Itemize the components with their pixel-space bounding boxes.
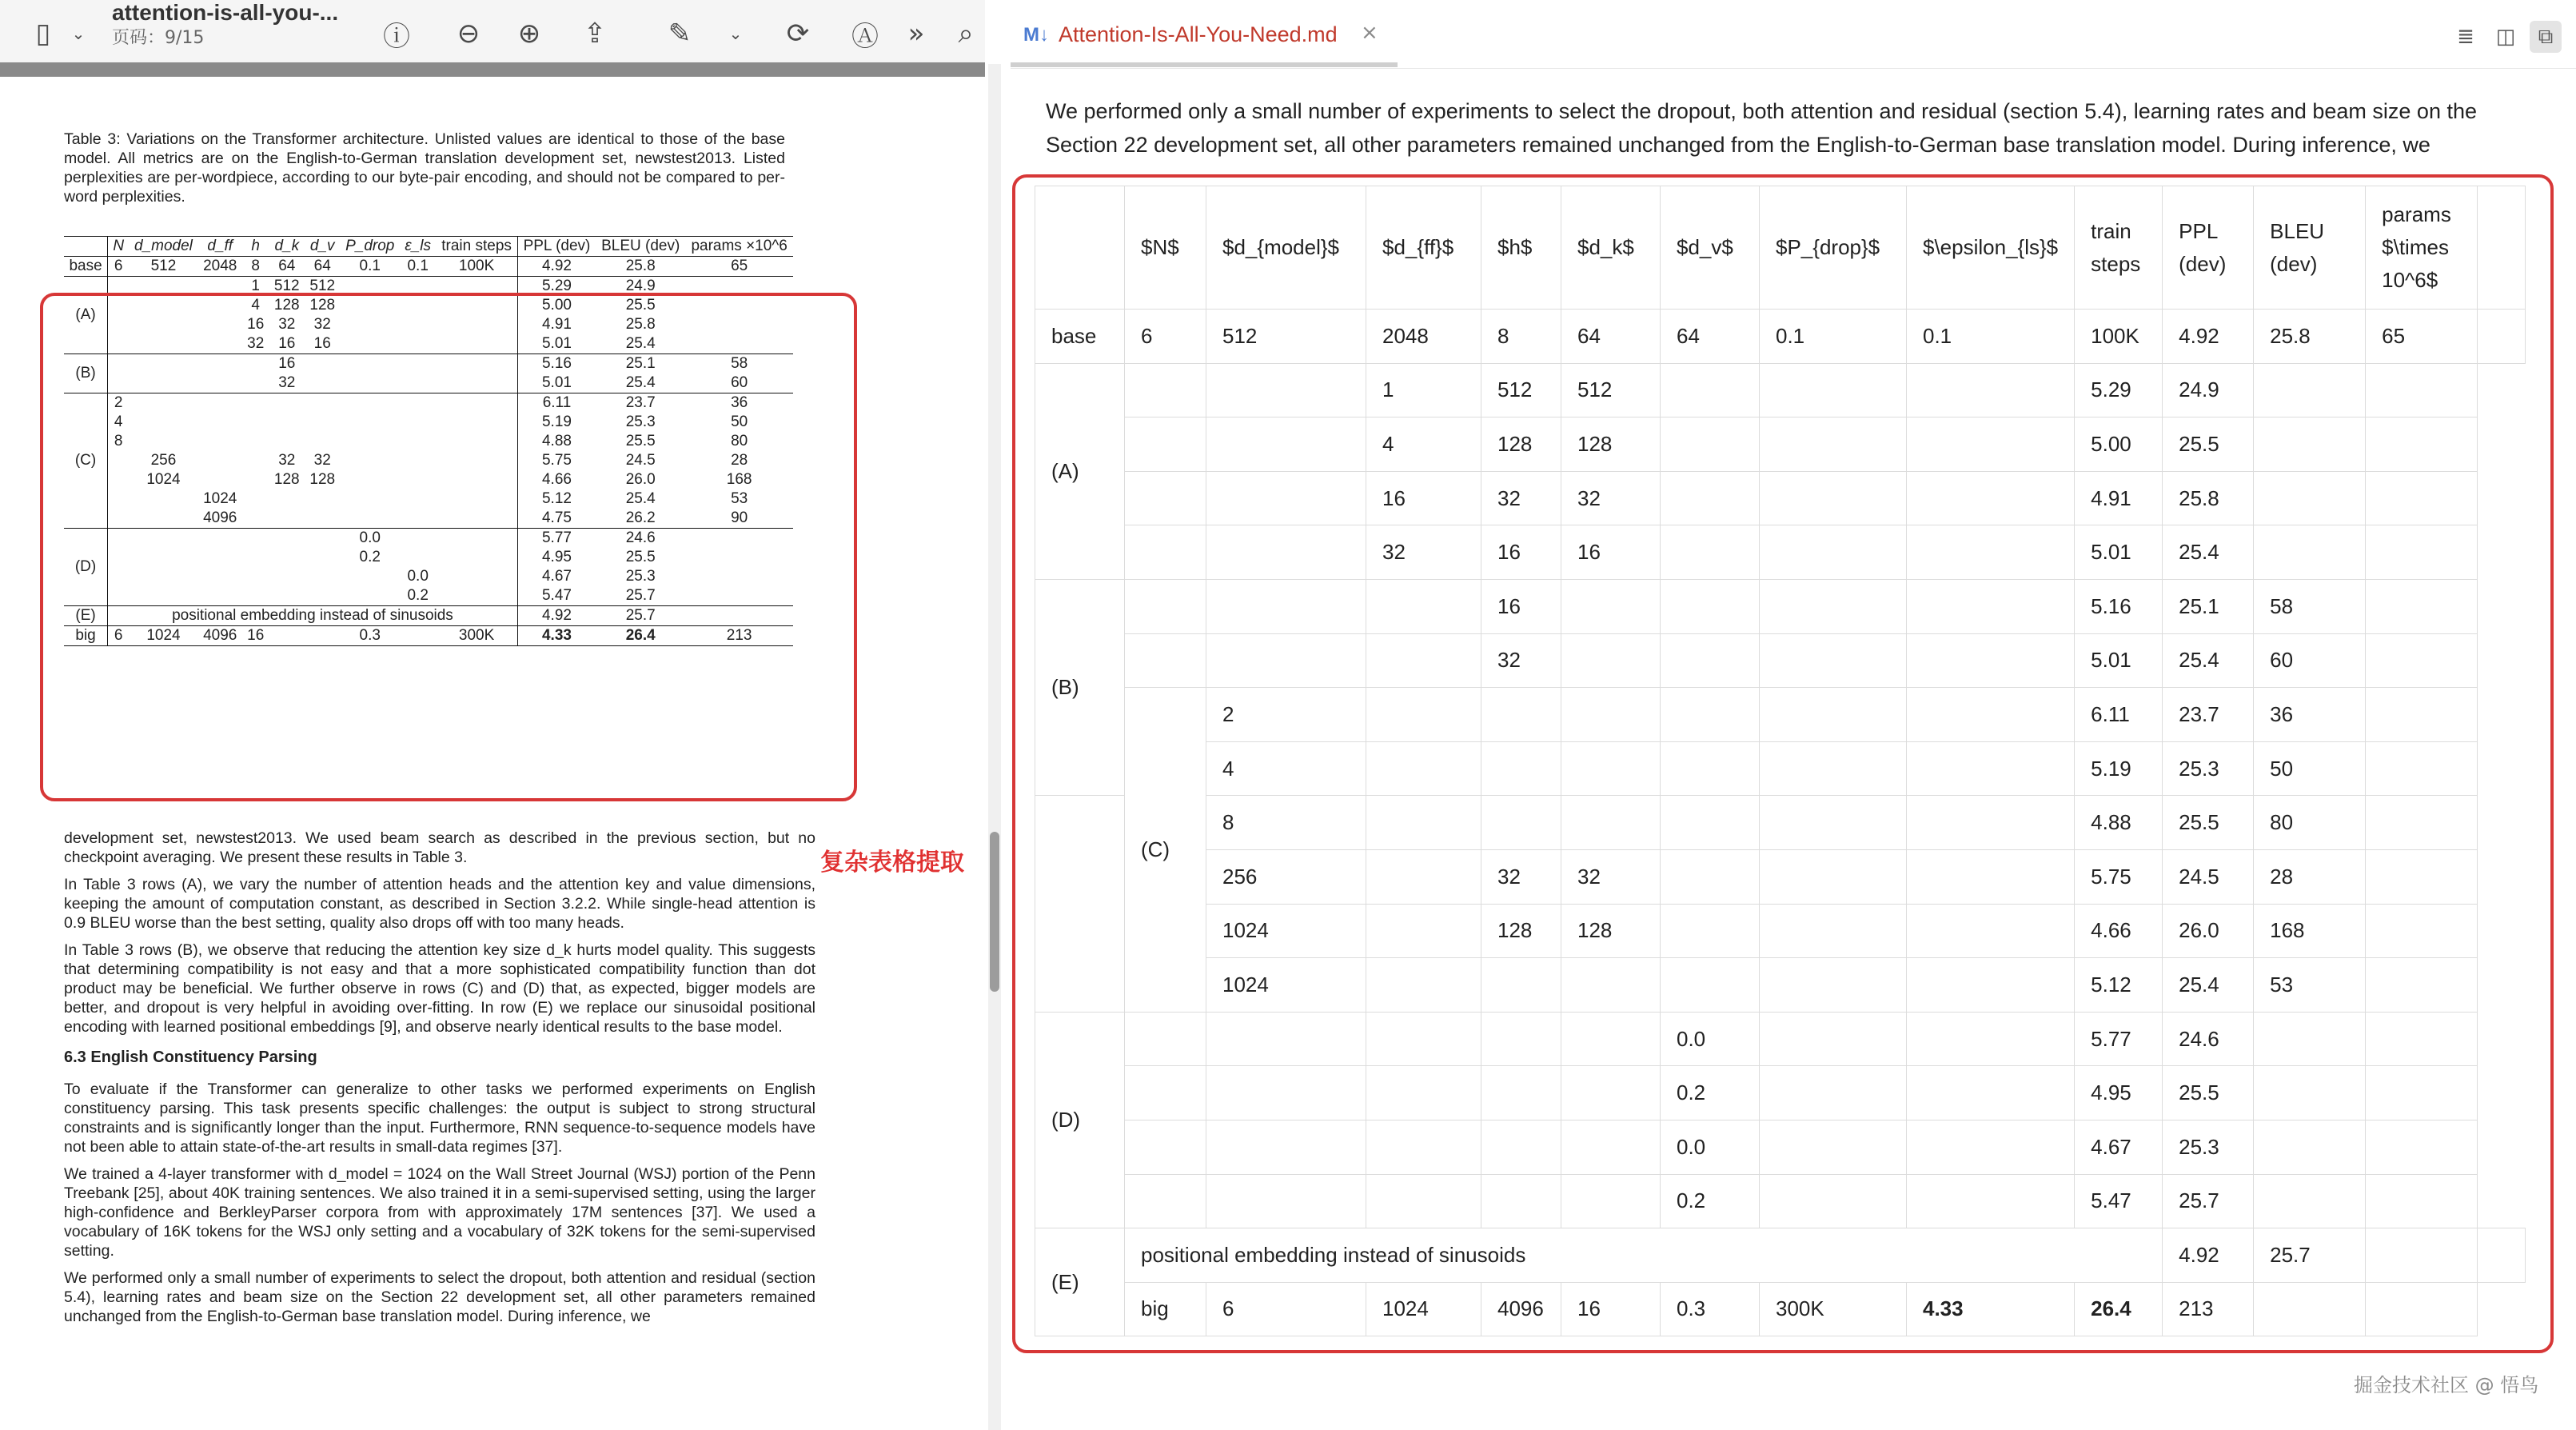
md-table-cell: 32 (1481, 471, 1561, 525)
active-tab-underline (1011, 62, 1398, 67)
pdf-table-cell: 32 (313, 452, 331, 469)
md-table-cell: 16 (1366, 471, 1481, 525)
pdf-table-cell: 4 (251, 297, 260, 314)
document-title: attention-is-all-you-... (112, 0, 339, 25)
pdf-table-cell: 25.8 (625, 316, 656, 333)
pdf-table-cell: 8 (108, 432, 130, 451)
pdf-table-cell: 0.3 (359, 627, 381, 644)
md-table-cell: 36 (2254, 688, 2366, 742)
md-table-cell: 5.01 (2075, 633, 2163, 688)
markup-pen-icon[interactable]: ✎ (668, 18, 692, 50)
pdf-table-cell: 36 (731, 394, 748, 411)
pdf-header-cell: d_ff (207, 238, 233, 254)
pdf-table-cell: (C) (74, 452, 97, 469)
md-table-cell: 25.7 (2163, 1174, 2254, 1228)
pdf-table-cell: 25.5 (625, 433, 656, 449)
split-view-icon[interactable]: ◫ (2495, 25, 2516, 49)
pdf-header-cell: params ×10^6 (691, 238, 788, 254)
pdf-table-cell: 32 (278, 374, 296, 391)
pdf-table-cell: 4096 (203, 509, 237, 526)
rotate-icon[interactable]: ⟳ (786, 18, 810, 50)
pdf-table-cell: 4 (108, 413, 130, 432)
pdf-table-cell: 28 (731, 452, 748, 469)
pdf-table-cell: 50 (731, 413, 748, 430)
pdf-table-cell: 512 (273, 278, 300, 294)
md-table-cell: 4.95 (2075, 1066, 2163, 1120)
search-icon[interactable]: ⌕ (958, 18, 974, 50)
pdf-table-cell: 6 (108, 257, 130, 277)
pdf-table-cell: 32 (247, 335, 265, 352)
md-table-cell: 4.92 (2163, 310, 2254, 364)
pdf-table-cell: base (69, 258, 102, 274)
pdf-table-header (64, 237, 793, 257)
md-table-cell: 128 (1481, 904, 1561, 958)
chevron-down-icon[interactable]: ⌄ (71, 24, 86, 43)
pdf-table-cell: 24.5 (625, 452, 656, 469)
pdf-paragraph: To evaluate if the Transformer can generalize to other tasks we performed experiments on English constituency parsing. This task presents specific challenges: the output is subject to strong structural constraints and is significantly longer than the input. Furthermore, RNN sequence-to-sequence models have not been able to attain state-of-the-art results in small-data regimes [37]. (64, 1080, 815, 1156)
md-table-cell: 25.1 (2163, 579, 2254, 633)
md-header-cell: $d_{model}$ (1206, 186, 1366, 310)
pdf-paragraph: In Table 3 rows (B), we observe that reducing the attention key size d_k hurts model quality. This suggests that determining compatibility is not easy and that a more sophisticated compatibility function than dot product may be beneficial. We further observe in rows (C) and (D) that, as expected, bigger models are better, and dropout is very helpful in avoiding over-fitting. In row (E) we replace our sinusoidal positional encoding with learned positional embeddings [9], and observe nearly identical results to the base model. (64, 941, 815, 1036)
pdf-table-cell: 25.4 (625, 335, 656, 352)
editor-tab-bar (1011, 0, 2576, 69)
md-table-cell: (B) (1035, 579, 1125, 795)
pdf-table-cell: 8 (251, 258, 260, 274)
page-indicator: 页码：9/15 (112, 28, 205, 48)
pdf-table-cell: 25.4 (625, 374, 656, 391)
pdf-scrollbar-thumb[interactable] (990, 832, 999, 992)
pdf-table-cell: 4.92 (517, 257, 596, 277)
pdf-table-cell: 512 (309, 278, 336, 294)
markdown-paragraph: We performed only a small number of experiments to select the dropout, both attention and residual (section 5.4), learning rates and beam size on the Section 22 development set, all other parameters remained unchanged from the English-to-German base translation model. During inference, we (1046, 99, 2478, 157)
pdf-paragraph: development set, newstest2013. We used beam search as described in the previous section, but no checkpoint averaging. We present these results in Table 3. (64, 829, 815, 866)
pdf-table-cell: positional embedding instead of sinusoids (108, 606, 518, 626)
pdf-table-cell: 1024 (203, 490, 237, 507)
md-table-cell: 25.4 (2163, 958, 2254, 1013)
source-view-icon[interactable]: ≣ (2457, 25, 2474, 49)
md-table-cell: big (1125, 1282, 1206, 1336)
md-table-cell: 25.4 (2163, 525, 2254, 580)
pdf-table-cell: 5.77 (517, 529, 596, 549)
md-table-cell: 5.47 (2075, 1174, 2163, 1228)
editor-tab-title[interactable]: Attention-Is-All-You-Need.md (1059, 22, 1338, 46)
pdf-table-cell: 256 (150, 452, 177, 469)
pdf-table-cell: 25.7 (625, 587, 656, 604)
pdf-table-cell: 5.01 (517, 334, 596, 354)
md-table-cell: 25.5 (2163, 417, 2254, 472)
md-header-cell: $P_{drop}$ (1760, 186, 1907, 310)
pdf-table-cell: 24.6 (625, 529, 656, 546)
pdf-table-cell: 53 (731, 490, 748, 507)
pdf-table-cell: 16 (278, 335, 296, 352)
pdf-table-cell: (B) (75, 365, 96, 381)
md-table-cell: 32 (1366, 525, 1481, 580)
pdf-table-cell: 16 (247, 627, 265, 644)
pdf-table-cell: 26.4 (625, 627, 656, 644)
md-table-cell: 32 (1561, 849, 1661, 904)
annotate-icon[interactable]: Ⓐ (851, 20, 879, 53)
md-table-cell: 5.29 (2075, 363, 2163, 417)
pdf-header-cell: P_drop (345, 238, 395, 254)
pdf-table-row (64, 257, 793, 277)
share-icon[interactable]: ⇪ (583, 18, 607, 50)
pdf-table-cell: 32 (278, 452, 296, 469)
md-table-cell: 32 (1481, 633, 1561, 688)
md-header-cell: $d_v$ (1661, 186, 1760, 310)
md-header-cell: $\epsilon_{ls}$ (1907, 186, 2075, 310)
section-heading: 6.3 English Constituency Parsing (64, 1049, 317, 1066)
pdf-table-cell: (E) (75, 607, 96, 624)
pdf-paragraph: In Table 3 rows (A), we vary the number of attention heads and the attention key and value dimensions, keeping the amount of computation constant, as described in Section 3.2.2. While single-head attention is 0.9 BLEU worse than the best setting, quality also drops off with too many heads. (64, 876, 815, 932)
pdf-table-cell: 25.7 (625, 607, 656, 624)
pdf-header-cell: d_v (309, 238, 335, 254)
pdf-table-cell: 5.00 (517, 296, 596, 315)
md-table-cell: 25.3 (2163, 741, 2254, 796)
pdf-header-cell: train steps (441, 238, 512, 254)
pdf-scrollbar[interactable] (988, 64, 1001, 1430)
pdf-table-cell: 5.12 (517, 489, 596, 509)
md-table-cell: 128 (1481, 417, 1561, 472)
pdf-table-cell: 0.1 (359, 258, 381, 274)
pdf-table-cell: 4.66 (517, 470, 596, 489)
pdf-table-cell: 0.0 (359, 529, 381, 546)
md-table-cell: 0.1 (1760, 310, 1907, 364)
md-table-cell: 8 (1481, 310, 1561, 364)
md-table-cell: 25.3 (2163, 1120, 2254, 1174)
md-table-cell: 0.2 (1661, 1174, 1760, 1228)
markdown-file-icon: M↓ (1023, 24, 1049, 46)
md-table-cell: 25.8 (2254, 310, 2366, 364)
md-table-cell: 16 (1481, 579, 1561, 633)
pdf-table-cell: 4.67 (517, 567, 596, 586)
pdf-table-cell: 1024 (146, 471, 181, 488)
pdf-table-cell: 4.33 (517, 626, 596, 646)
md-table-cell: 0.2 (1661, 1066, 1760, 1120)
markup-chevron-down-icon[interactable]: ⌄ (728, 24, 743, 43)
zoom-in-icon[interactable]: ⊕ (517, 18, 541, 50)
md-table-cell: 5.75 (2075, 849, 2163, 904)
pdf-table-cell: 58 (731, 355, 748, 372)
pdf-table-cell: 25.1 (625, 355, 656, 372)
md-table-cell: 512 (1481, 363, 1561, 417)
md-table-cell: (E) (1035, 1228, 1125, 1336)
md-table-cell: 65 (2366, 310, 2478, 364)
pdf-table-cell: 32 (313, 316, 331, 333)
md-table-cell: 5.01 (2075, 525, 2163, 580)
pdf-table-cell: 128 (309, 471, 336, 488)
pdf-table-cell: 25.5 (625, 297, 656, 314)
md-table-cell: (A) (1035, 363, 1125, 579)
md-table-cell: 6.11 (2075, 688, 2163, 742)
md-table-cell: 512 (1561, 363, 1661, 417)
zoom-out-icon[interactable]: ⊖ (457, 18, 481, 50)
pdf-table-cell: 100K (458, 258, 495, 274)
md-table-cell: 24.6 (2163, 1012, 2254, 1066)
pdf-table-cell: 26.2 (625, 509, 656, 526)
pdf-table-cell: 5.01 (517, 373, 596, 393)
pdf-table-cell: (A) (75, 306, 96, 323)
pdf-header-cell: d_k (274, 238, 300, 254)
md-table-cell: 25.4 (2163, 633, 2254, 688)
md-table-cell: 32 (1481, 849, 1561, 904)
pdf-table-cell: 25.8 (625, 258, 656, 274)
md-header-cell: BLEU (dev) (2254, 186, 2366, 310)
md-table-cell: 26.0 (2163, 904, 2254, 958)
md-table-cell: 25.5 (2163, 796, 2254, 850)
pdf-table-cell: 1024 (146, 627, 181, 644)
md-table-cell: (C) (1125, 688, 1206, 1013)
md-table-cell: 26.4 (2075, 1282, 2163, 1336)
pdf-table-cell: 90 (731, 509, 748, 526)
md-table-cell: 5.00 (2075, 417, 2163, 472)
md-table-cell: 58 (2254, 579, 2366, 633)
md-header-cell: $h$ (1481, 186, 1561, 310)
md-table-cell: 25.7 (2254, 1228, 2366, 1283)
md-table-cell: 5.12 (2075, 958, 2163, 1013)
pdf-table-cell: 4096 (203, 627, 237, 644)
pdf-table-cell: 32 (278, 316, 296, 333)
pdf-table-cell: 80 (731, 433, 748, 449)
md-header-cell: $d_k$ (1561, 186, 1661, 310)
pdf-table-cell: 300K (458, 627, 495, 644)
pdf-table-cell: 0.0 (407, 568, 429, 585)
pdf-table-cell: 5.47 (517, 586, 596, 606)
md-table-cell: 2 (1206, 688, 1366, 742)
md-table-cell: 1024 (1366, 1282, 1481, 1336)
md-header-cell: params $\times 10^6$ (2366, 186, 2478, 310)
md-header-cell: $N$ (1125, 186, 1206, 310)
pdf-table-cell: 25.3 (625, 568, 656, 585)
md-table-cell: 0.0 (1661, 1120, 1760, 1174)
sidebar-toggle-icon[interactable]: ▯ (35, 18, 51, 50)
more-tools-icon[interactable]: » (907, 18, 925, 50)
markdown-editor-pane (1011, 0, 2576, 1430)
pdf-table-cell: 16 (278, 355, 296, 372)
pdf-table-cell: 128 (273, 297, 300, 314)
md-table-cell: 28 (2254, 849, 2366, 904)
pdf-table-cell: 5.19 (517, 413, 596, 432)
md-table-cell: 128 (1561, 417, 1661, 472)
pdf-toolbar (0, 0, 985, 67)
pdf-table-cell: 2048 (203, 258, 237, 274)
pdf-table-cell: (D) (74, 558, 97, 575)
pdf-table-cell: 168 (726, 471, 752, 488)
md-table-cell: 5.77 (2075, 1012, 2163, 1066)
pdf-table-cell: 24.9 (625, 278, 656, 294)
md-table-cell: 100K (2075, 310, 2163, 364)
md-table-cell: 4.91 (2075, 471, 2163, 525)
md-table-cell: 1024 (1206, 958, 1366, 1013)
pdf-table-cell: 4.75 (517, 509, 596, 529)
md-table-cell: 5.19 (2075, 741, 2163, 796)
pdf-header-cell (64, 237, 108, 257)
md-table-cell: 4 (1366, 417, 1481, 472)
pdf-table-cell: 213 (726, 627, 752, 644)
md-table-cell: 16 (1561, 1282, 1661, 1336)
md-table-cell: 4 (1206, 741, 1366, 796)
table-caption: Table 3: Variations on the Transformer architecture. Unlisted values are identical to those of the base model. All metrics are on the English-to-German translation development set, newstest2013. Listed perplexities are per-wordpiece, according to our byte-pair encoding, and should not be compared to per-word perplexities. (64, 130, 785, 206)
pdf-table-cell: 4.95 (517, 548, 596, 567)
md-table-cell: 512 (1206, 310, 1366, 364)
pdf-table-cell: 5.75 (517, 451, 596, 470)
pdf-header-cell: d_model (134, 238, 193, 254)
md-table-cell: 1024 (1206, 904, 1366, 958)
md-table-cell: 0.1 (1907, 310, 2075, 364)
pdf-header-cell: ε_ls (405, 238, 431, 254)
md-header-cell: train steps (2075, 186, 2163, 310)
info-icon[interactable]: ⓘ (383, 20, 410, 53)
pdf-table-cell: 4.88 (517, 432, 596, 451)
pdf-table-cell: 64 (313, 258, 331, 274)
md-table-cell: 80 (2254, 796, 2366, 850)
pdf-table-cell: 5.16 (517, 354, 596, 374)
pdf-table-cell: 128 (309, 297, 336, 314)
pdf-table-cell: 128 (273, 471, 300, 488)
pdf-table-cell: 5.29 (517, 277, 596, 297)
md-table-cell: 24.5 (2163, 849, 2254, 904)
pdf-table-cell: 16 (247, 316, 265, 333)
pdf-table-cell: 0.2 (407, 587, 429, 604)
md-table-cell: 6 (1125, 310, 1206, 364)
pdf-table-cell: 26.0 (625, 471, 656, 488)
md-table-cell: 2048 (1366, 310, 1481, 364)
md-table-cell: 300K (1760, 1282, 1907, 1336)
md-header-cell: $d_{ff}$ (1366, 186, 1481, 310)
pdf-table-cell: 4.91 (517, 315, 596, 334)
pdf-table-cell: 25.3 (625, 413, 656, 430)
md-table-cell: 5.16 (2075, 579, 2163, 633)
pdf-table-cell: 0.2 (359, 549, 381, 565)
close-tab-icon[interactable]: × (1361, 21, 1378, 45)
pdf-table-cell: 2 (108, 393, 130, 413)
md-table-cell: base (1035, 310, 1125, 364)
markdown-table-highlight-box (1012, 174, 2554, 1353)
md-header-cell: PPL (dev) (2163, 186, 2254, 310)
md-table-cell: 0.0 (1661, 1012, 1760, 1066)
page-top-shadow (0, 62, 985, 77)
md-table-cell: 24.9 (2163, 363, 2254, 417)
md-table-cell: 23.7 (2163, 688, 2254, 742)
md-table-cell: 64 (1661, 310, 1760, 364)
pdf-table-cell: 25.4 (625, 490, 656, 507)
md-table-cell: 256 (1206, 849, 1366, 904)
pdf-table-highlight-box (40, 293, 857, 801)
md-table-cell: 16 (1481, 525, 1561, 580)
pdf-table-cell: 25.5 (625, 549, 656, 565)
md-table-cell: 4096 (1481, 1282, 1561, 1336)
pdf-table-cell: big (75, 627, 96, 644)
md-table-cell: 16 (1561, 525, 1661, 580)
md-table-cell: 4.33 (1907, 1282, 2075, 1336)
pdf-header-cell: h (251, 238, 260, 254)
pdf-header-cell: N (113, 238, 125, 254)
pdf-body-text (64, 829, 815, 1334)
md-table-cell: 4.88 (2075, 796, 2163, 850)
md-table-cell: 25.8 (2163, 471, 2254, 525)
md-table-cell: 0.3 (1661, 1282, 1760, 1336)
pdf-header-cell: BLEU (dev) (601, 238, 680, 254)
md-table-cell: 1 (1366, 363, 1481, 417)
pdf-table-cell: 4.92 (517, 606, 596, 626)
pdf-table-cell: 65 (731, 258, 748, 274)
pdf-table-cell: 1 (251, 278, 260, 294)
md-table-cell: 4.66 (2075, 904, 2163, 958)
pdf-paragraph: We performed only a small number of experiments to select the dropout, both attention and residual (section 5.4), learning rates and beam size on the Section 22 development set, all other parameters remained unchanged from the English-to-German base translation model. During inference, we (64, 1269, 815, 1325)
pdf-table-cell: 64 (278, 258, 296, 274)
md-table-cell: 53 (2254, 958, 2366, 1013)
pdf-table-cell: 0.1 (407, 258, 429, 274)
md-table-cell: (D) (1035, 1012, 1125, 1228)
md-table-cell: 50 (2254, 741, 2366, 796)
pdf-paragraph: We trained a 4-layer transformer with d_model = 1024 on the Wall Street Journal (WSJ) portion of the Penn Treebank [25], about 40K training sentences. We also trained it in a semi-supervised setting, using the larger high-confidence and BerkleyParser corpora from with approximately 17M sentences [37]. We used a vocabulary of 16K tokens for the WSJ only setting and a vocabulary of 32K tokens for the semi-supervised setting. (64, 1165, 815, 1260)
pdf-table-cell: 6.11 (517, 393, 596, 413)
pdf-table-cell: 6 (108, 626, 130, 646)
watermark: 掘金技术社区 @ 悟鸟 (2354, 1374, 2539, 1396)
preview-view-icon[interactable]: ⧉ (2530, 21, 2562, 53)
md-table-cell: 60 (2254, 633, 2366, 688)
pdf-table-cell: 16 (313, 335, 331, 352)
pdf-viewer-pane (0, 0, 985, 1430)
md-table-cell: 168 (2254, 904, 2366, 958)
md-table-cell: 25.5 (2163, 1066, 2254, 1120)
md-table-cell: positional embedding instead of sinusoids (1125, 1228, 2163, 1283)
pdf-header-cell: PPL (dev) (517, 237, 596, 257)
md-table-cell: 6 (1206, 1282, 1366, 1336)
md-table-cell: 32 (1561, 471, 1661, 525)
md-table-cell: 4.67 (2075, 1120, 2163, 1174)
annotation-label: 复杂表格提取 (820, 849, 964, 877)
md-table-cell: 8 (1206, 796, 1366, 850)
pdf-table-cell: 23.7 (625, 394, 656, 411)
md-table-cell: 213 (2163, 1282, 2254, 1336)
md-table-cell: 128 (1561, 904, 1661, 958)
pdf-table-cell: 512 (150, 258, 177, 274)
md-table-cell: 4.92 (2163, 1228, 2254, 1283)
md-table-cell: 64 (1561, 310, 1661, 364)
pdf-table-cell: 60 (731, 374, 748, 391)
